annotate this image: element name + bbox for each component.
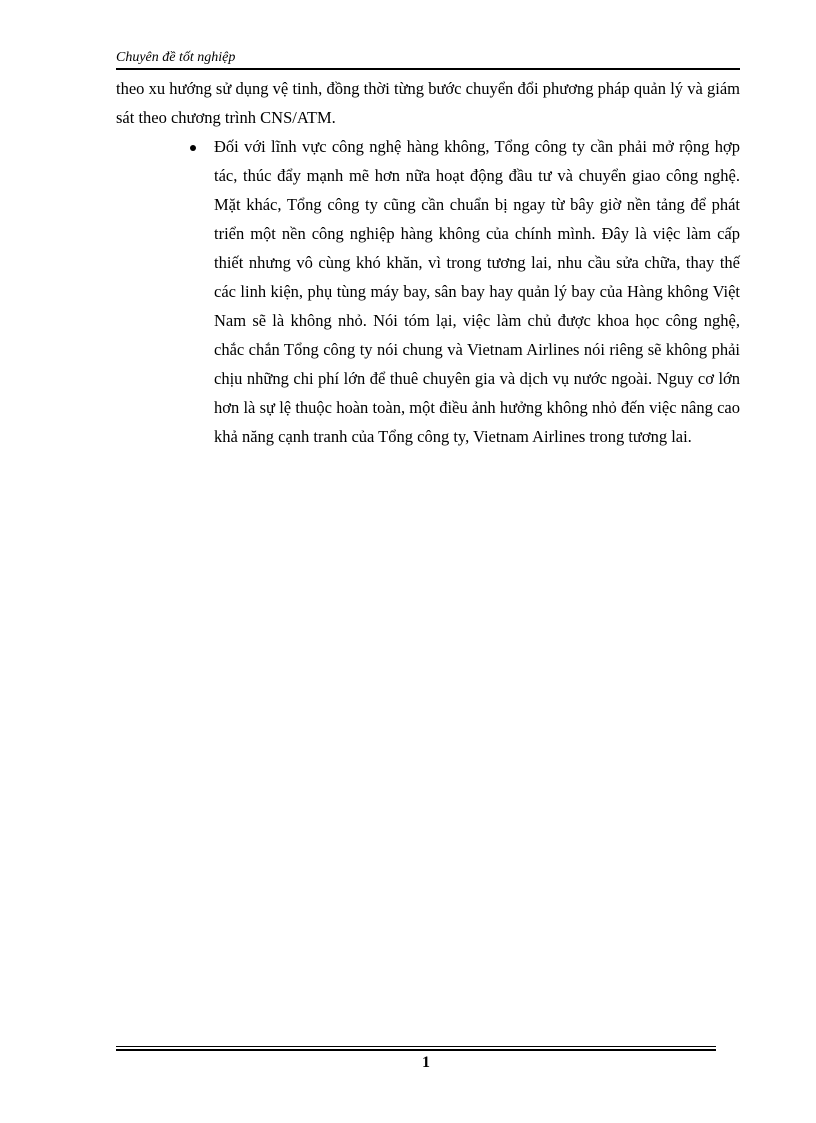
bullet-dot-icon <box>190 145 196 151</box>
footer-rule-thin <box>116 1046 716 1047</box>
bullet-item <box>214 132 740 451</box>
continuation-paragraph: theo xu hướng sử dụng vệ tinh, đồng thời từng bước chuyển đổi phương pháp quản lý và giám sát theo chương trình CNS/ATM. <box>116 79 740 127</box>
bullet-list <box>116 132 740 451</box>
footer-rule-thick <box>116 1049 716 1051</box>
page-number: 1 <box>422 1054 430 1071</box>
bullet-text: Đối với lĩnh vực công nghệ hàng không, Tổng công ty cần phải mở rộng hợp tác, thúc đẩy mạnh mẽ hơn nữa hoạt động đầu tư và chuyển giao công nghệ. Mặt khác, Tổng công ty cũng cần chuẩn bị ngay từ bây giờ nền tảng để phát triển một nền công nghiệp hàng không của chính mình. Đây là việc làm cấp thiết nhưng vô cùng khó khăn, vì trong tương lai, nhu cầu sửa chữa, thay thế các linh kiện, phụ tùng máy bay, sân bay hay quản lý bay của Hàng không Việt Nam sẽ là không nhỏ. Nói tóm lại, việc làm chủ được khoa học công nghệ, chắc chắn Tổng công ty nói chung và Vietnam Airlines nói riêng sẽ không phải chịu những chi phí lớn để thuê chuyên gia và dịch vụ nước ngoài. Nguy cơ lớn hơn là sự lệ thuộc hoàn toàn, một điều ảnh hưởng không nhỏ đến việc nâng cao khả năng cạnh tranh của Tổng công ty, Vietnam Airlines trong tương lai. <box>214 137 740 446</box>
header-title: Chuyên đề tốt nghiệp <box>116 50 236 65</box>
page-header <box>116 48 740 70</box>
body-text <box>116 74 740 451</box>
header-rule <box>116 68 740 70</box>
